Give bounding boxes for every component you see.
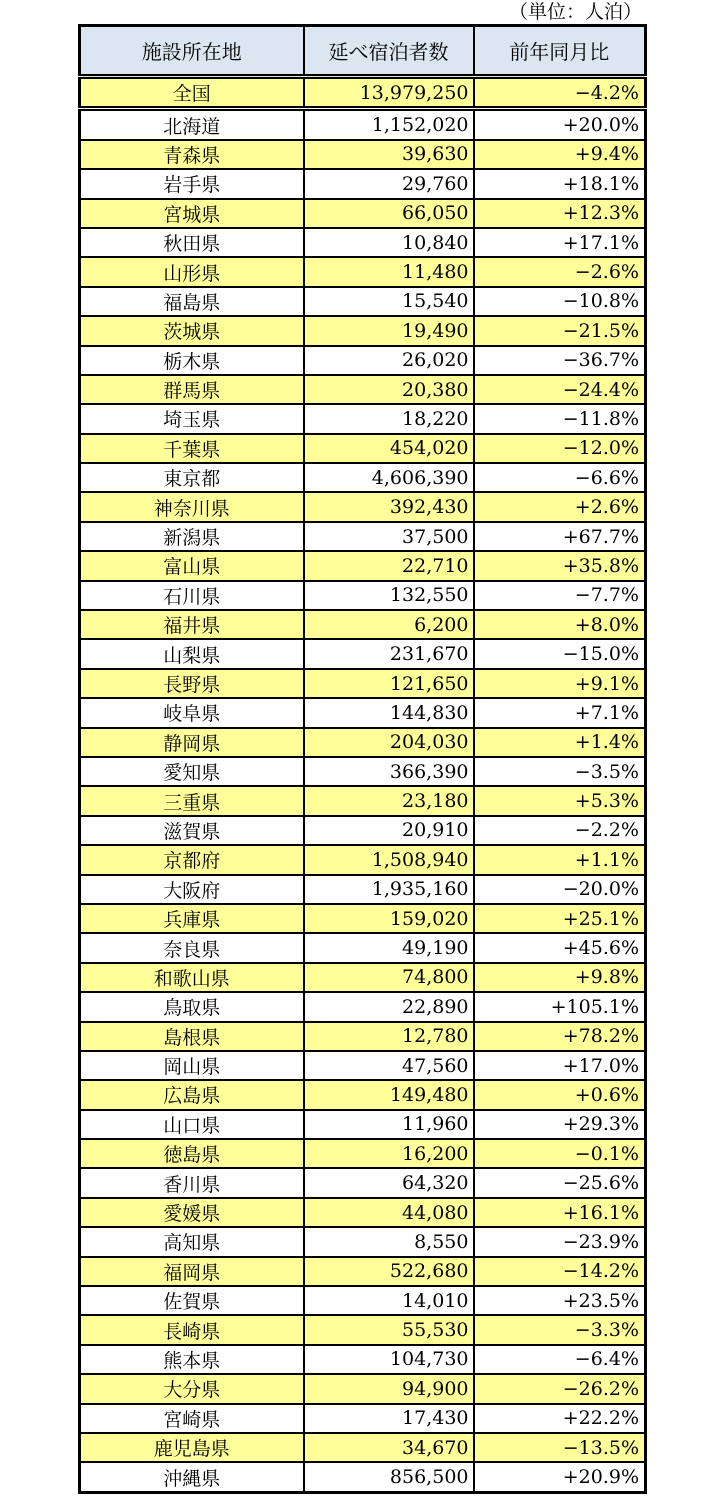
cell-guests: 34,670 (304, 1433, 474, 1462)
cell-location: 全国 (80, 77, 304, 109)
cell-guests: 392,430 (304, 492, 474, 521)
cell-location: 栃木県 (80, 346, 304, 375)
cell-yoy: −20.0% (474, 875, 646, 904)
cell-guests: 454,020 (304, 434, 474, 463)
header-cell-location: 施設所在地 (80, 26, 304, 77)
cell-yoy: −25.6% (474, 1168, 646, 1197)
cell-yoy: −24.4% (474, 375, 646, 404)
table-row (80, 1051, 646, 1080)
cell-yoy: +18.1% (474, 169, 646, 198)
cell-guests: 64,320 (304, 1168, 474, 1197)
cell-guests: 11,480 (304, 257, 474, 286)
cell-location: 山梨県 (80, 639, 304, 668)
cell-location: 徳島県 (80, 1139, 304, 1168)
cell-guests: 29,760 (304, 169, 474, 198)
table-row (80, 257, 646, 286)
cell-yoy: +17.0% (474, 1051, 646, 1080)
table-row (80, 169, 646, 198)
cell-yoy: −6.6% (474, 463, 646, 492)
cell-location: 島根県 (80, 1022, 304, 1051)
table-row (80, 1080, 646, 1109)
table-row (80, 522, 646, 551)
cell-guests: 17,430 (304, 1404, 474, 1433)
cell-guests: 1,508,940 (304, 845, 474, 874)
cell-location: 佐賀県 (80, 1286, 304, 1315)
cell-guests: 522,680 (304, 1257, 474, 1286)
cell-location: 岡山県 (80, 1051, 304, 1080)
table-row (80, 1198, 646, 1227)
table-row (80, 346, 646, 375)
cell-guests: 231,670 (304, 639, 474, 668)
cell-yoy: +2.6% (474, 492, 646, 521)
cell-yoy: −3.5% (474, 757, 646, 786)
cell-location: 埼玉県 (80, 404, 304, 433)
cell-yoy: −10.8% (474, 287, 646, 316)
cell-yoy: +9.1% (474, 669, 646, 698)
cell-guests: 74,800 (304, 963, 474, 992)
cell-guests: 49,190 (304, 933, 474, 962)
cell-location: 京都府 (80, 845, 304, 874)
cell-yoy: −26.2% (474, 1374, 646, 1403)
cell-location: 鹿児島県 (80, 1433, 304, 1462)
cell-guests: 1,935,160 (304, 875, 474, 904)
cell-yoy: +9.4% (474, 140, 646, 169)
cell-location: 香川県 (80, 1168, 304, 1197)
table-row (80, 728, 646, 757)
cell-guests: 10,840 (304, 228, 474, 257)
cell-yoy: +1.1% (474, 845, 646, 874)
cell-location: 岩手県 (80, 169, 304, 198)
cell-location: 福島県 (80, 287, 304, 316)
table-row (80, 1374, 646, 1403)
cell-location: 福井県 (80, 610, 304, 639)
cell-guests: 204,030 (304, 728, 474, 757)
cell-location: 新潟県 (80, 522, 304, 551)
cell-yoy: −36.7% (474, 346, 646, 375)
cell-yoy: −2.2% (474, 816, 646, 845)
cell-yoy: −13.5% (474, 1433, 646, 1462)
table-header (80, 26, 646, 77)
cell-yoy: −14.2% (474, 1257, 646, 1286)
table-area (78, 0, 644, 1494)
table-row (80, 109, 646, 140)
table-row (80, 77, 646, 109)
cell-yoy: +12.3% (474, 199, 646, 228)
table-row (80, 933, 646, 962)
table-row (80, 904, 646, 933)
cell-guests: 47,560 (304, 1051, 474, 1080)
cell-location: 滋賀県 (80, 816, 304, 845)
cell-guests: 144,830 (304, 698, 474, 727)
table-row (80, 757, 646, 786)
cell-yoy: −21.5% (474, 316, 646, 345)
cell-location: 奈良県 (80, 933, 304, 962)
header-cell-yoy: 前年同月比 (474, 26, 646, 77)
table-row (80, 845, 646, 874)
cell-yoy: +5.3% (474, 786, 646, 815)
table-row (80, 551, 646, 580)
cell-location: 東京都 (80, 463, 304, 492)
cell-location: 静岡県 (80, 728, 304, 757)
cell-yoy: +17.1% (474, 228, 646, 257)
cell-guests: 8,550 (304, 1227, 474, 1256)
cell-yoy: −11.8% (474, 404, 646, 433)
table-row (80, 1110, 646, 1139)
table-row (80, 140, 646, 169)
cell-guests: 20,380 (304, 375, 474, 404)
cell-guests: 4,606,390 (304, 463, 474, 492)
cell-location: 長崎県 (80, 1315, 304, 1344)
cell-guests: 16,200 (304, 1139, 474, 1168)
cell-yoy: +8.0% (474, 610, 646, 639)
table-row (80, 1286, 646, 1315)
table-row (80, 816, 646, 845)
cell-guests: 94,900 (304, 1374, 474, 1403)
cell-guests: 14,010 (304, 1286, 474, 1315)
cell-location: 鳥取県 (80, 992, 304, 1021)
cell-yoy: +105.1% (474, 992, 646, 1021)
cell-yoy: +16.1% (474, 1198, 646, 1227)
cell-location: 千葉県 (80, 434, 304, 463)
cell-yoy: +35.8% (474, 551, 646, 580)
cell-guests: 1,152,020 (304, 109, 474, 140)
cell-location: 和歌山県 (80, 963, 304, 992)
cell-guests: 12,780 (304, 1022, 474, 1051)
table-body (80, 77, 646, 1493)
cell-yoy: −12.0% (474, 434, 646, 463)
table-row (80, 404, 646, 433)
cell-location: 群馬県 (80, 375, 304, 404)
cell-location: 茨城県 (80, 316, 304, 345)
cell-location: 兵庫県 (80, 904, 304, 933)
cell-yoy: −23.9% (474, 1227, 646, 1256)
cell-location: 青森県 (80, 140, 304, 169)
cell-yoy: −15.0% (474, 639, 646, 668)
cell-guests: 22,890 (304, 992, 474, 1021)
cell-yoy: +20.0% (474, 109, 646, 140)
cell-location: 山形県 (80, 257, 304, 286)
cell-guests: 149,480 (304, 1080, 474, 1109)
cell-yoy: +7.1% (474, 698, 646, 727)
header-cell-guests: 延べ宿泊者数 (304, 26, 474, 77)
table-row (80, 434, 646, 463)
cell-guests: 26,020 (304, 346, 474, 375)
cell-guests: 23,180 (304, 786, 474, 815)
cell-guests: 366,390 (304, 757, 474, 786)
cell-yoy: +25.1% (474, 904, 646, 933)
cell-location: 石川県 (80, 581, 304, 610)
cell-guests: 39,630 (304, 140, 474, 169)
table-row (80, 1462, 646, 1492)
cell-guests: 132,550 (304, 581, 474, 610)
cell-guests: 13,979,250 (304, 77, 474, 109)
cell-guests: 159,020 (304, 904, 474, 933)
cell-location: 愛媛県 (80, 1198, 304, 1227)
cell-yoy: −4.2% (474, 77, 646, 109)
cell-location: 宮城県 (80, 199, 304, 228)
cell-location: 熊本県 (80, 1345, 304, 1374)
cell-yoy: +1.4% (474, 728, 646, 757)
cell-location: 神奈川県 (80, 492, 304, 521)
cell-guests: 37,500 (304, 522, 474, 551)
table-row (80, 698, 646, 727)
cell-guests: 22,710 (304, 551, 474, 580)
cell-yoy: −6.4% (474, 1345, 646, 1374)
table-row (80, 228, 646, 257)
cell-yoy: +67.7% (474, 522, 646, 551)
cell-location: 宮崎県 (80, 1404, 304, 1433)
table-row (80, 581, 646, 610)
cell-location: 三重県 (80, 786, 304, 815)
table-row (80, 287, 646, 316)
cell-yoy: +9.8% (474, 963, 646, 992)
table-row (80, 316, 646, 345)
table-row (80, 1404, 646, 1433)
accommodation-stats-table (78, 24, 647, 1494)
cell-yoy: −0.1% (474, 1139, 646, 1168)
cell-guests: 104,730 (304, 1345, 474, 1374)
cell-yoy: −7.7% (474, 581, 646, 610)
cell-yoy: +22.2% (474, 1404, 646, 1433)
table-row (80, 1168, 646, 1197)
cell-guests: 55,530 (304, 1315, 474, 1344)
cell-yoy: +20.9% (474, 1462, 646, 1492)
cell-location: 高知県 (80, 1227, 304, 1256)
table-row (80, 963, 646, 992)
unit-label: （単位：人泊） (508, 1, 642, 23)
cell-yoy: +0.6% (474, 1080, 646, 1109)
cell-guests: 20,910 (304, 816, 474, 845)
cell-location: 北海道 (80, 109, 304, 140)
table-row (80, 1345, 646, 1374)
cell-yoy: +29.3% (474, 1110, 646, 1139)
table-row (80, 1257, 646, 1286)
table-row (80, 1315, 646, 1344)
cell-guests: 856,500 (304, 1462, 474, 1492)
cell-yoy: −3.3% (474, 1315, 646, 1344)
table-row (80, 1139, 646, 1168)
table-row (80, 786, 646, 815)
cell-location: 山口県 (80, 1110, 304, 1139)
cell-guests: 44,080 (304, 1198, 474, 1227)
cell-guests: 18,220 (304, 404, 474, 433)
cell-guests: 66,050 (304, 199, 474, 228)
table-row (80, 1227, 646, 1256)
cell-yoy: −2.6% (474, 257, 646, 286)
cell-location: 沖縄県 (80, 1462, 304, 1492)
cell-location: 広島県 (80, 1080, 304, 1109)
table-row (80, 463, 646, 492)
cell-guests: 11,960 (304, 1110, 474, 1139)
table-row (80, 492, 646, 521)
table-row (80, 992, 646, 1021)
cell-location: 福岡県 (80, 1257, 304, 1286)
table-row (80, 1433, 646, 1462)
cell-yoy: +78.2% (474, 1022, 646, 1051)
header-row (80, 26, 646, 77)
table-row (80, 669, 646, 698)
cell-guests: 6,200 (304, 610, 474, 639)
cell-location: 大阪府 (80, 875, 304, 904)
cell-yoy: +23.5% (474, 1286, 646, 1315)
cell-guests: 19,490 (304, 316, 474, 345)
cell-location: 富山県 (80, 551, 304, 580)
cell-location: 秋田県 (80, 228, 304, 257)
cell-location: 愛知県 (80, 757, 304, 786)
table-row (80, 375, 646, 404)
table-row (80, 875, 646, 904)
cell-location: 大分県 (80, 1374, 304, 1403)
cell-location: 岐阜県 (80, 698, 304, 727)
cell-yoy: +45.6% (474, 933, 646, 962)
table-row (80, 639, 646, 668)
cell-location: 長野県 (80, 669, 304, 698)
table-row (80, 199, 646, 228)
table-row (80, 1022, 646, 1051)
table-row (80, 610, 646, 639)
cell-guests: 121,650 (304, 669, 474, 698)
cell-guests: 15,540 (304, 287, 474, 316)
